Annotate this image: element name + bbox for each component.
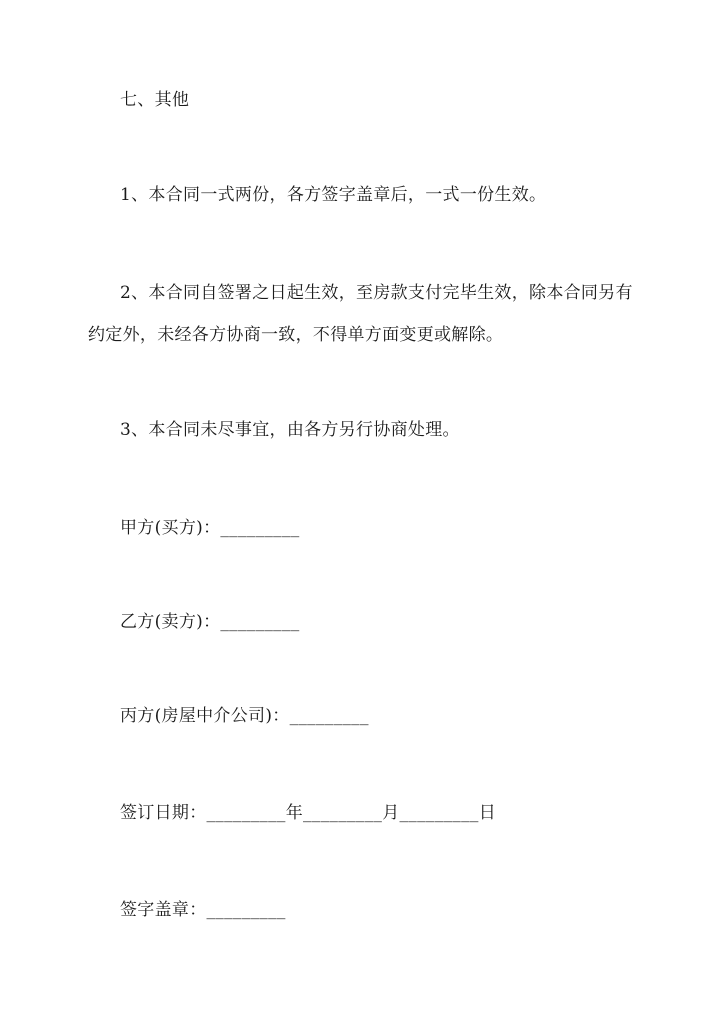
clause-2-line-1: 2、本合同自签署之日起生效，至房款支付完毕生效，除本合同另有: [120, 283, 633, 303]
sign-date-line: 签订日期：_________年_________月_________日: [120, 803, 496, 823]
section-heading: 七、其他: [120, 90, 190, 110]
party-a-signature-line: 甲方(买方)：_________: [120, 518, 300, 538]
clause-3: 3、本合同未尽事宜，由各方另行协商处理。: [120, 420, 460, 440]
party-b-signature-line: 乙方(卖方)：_________: [120, 612, 300, 632]
clause-1: 1、本合同一式两份，各方签字盖章后，一式一份生效。: [120, 185, 547, 205]
party-c-signature-line: 丙方(房屋中介公司)：_________: [120, 706, 369, 726]
seal-line: 签字盖章：_________: [120, 900, 286, 920]
clause-2-line-2: 约定外，未经各方协商一致，不得单方面变更或解除。: [88, 325, 504, 345]
